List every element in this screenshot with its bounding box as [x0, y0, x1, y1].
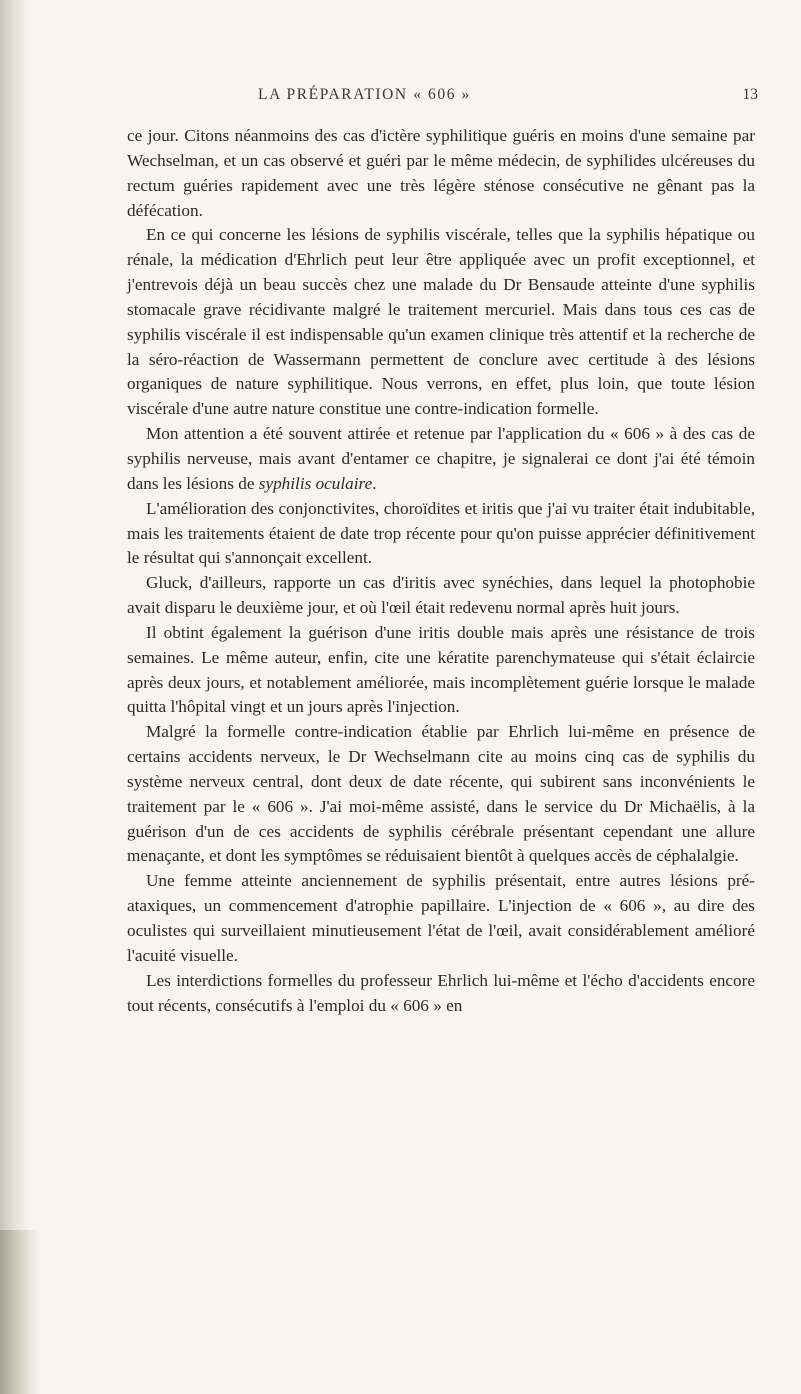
- page-edge-shadow: [0, 1230, 40, 1394]
- italic-term: syphilis oculaire: [258, 473, 373, 493]
- paragraph-tail: .: [372, 473, 377, 493]
- paragraph: Gluck, d'ailleurs, rapporte un cas d'iritis avec synéchies, dans lequel la photophobie avait disparu le deuxième jour, et où l'œil était redevenu normal après huit jours.: [127, 573, 755, 618]
- paragraph: Les interdictions formelles du professeur Ehrlich lui-même et l'écho d'accidents encore tout récents, consécutifs à l'emploi du « 606 » en: [127, 970, 755, 1015]
- paragraph: L'amélioration des conjonctivites, choroïdites et iritis que j'ai vu traiter était indubitable, mais les traitements étaient de date trop récente pour qu'on puisse apprécier définitivement le résultat qui s'annonçait excellent.: [127, 498, 755, 568]
- paragraph: Il obtint également la guérison d'une iritis double mais après une résistance de trois semaines. Le même auteur, enfin, cite une kératite parenchymateuse qui s'était éclaircie après deux jours, et notablement améliorée, mais incomplètement guérie lorsque le malade quitta l'hôpital vingt et un jours après l'injection.: [127, 622, 755, 717]
- paragraph: Malgré la formelle contre-indication établie par Ehrlich lui-même en présence de certains accidents nerveux, le Dr Wechselmann cite au moins cinq cas de syphilis du système nerveux central, dont deux de date récente, qui subirent sans inconvénients le traitement par le « 606 ». J'ai moi-même assisté, dans le service du Dr Michaëlis, à la guérison d'un de ces accidents de syphilis cérébrale présentant cependant une allure menaçante, et dont les symptômes se réduisaient bientôt à quelques accès de céphalalgie.: [127, 722, 755, 866]
- running-title: LA PRÉPARATION « 606 »: [258, 86, 471, 103]
- page-header: [118, 86, 758, 114]
- body-text: [127, 124, 755, 1018]
- paragraph-text: Mon attention a été souvent attirée et retenue par l'application du « 606 » à des cas de syphilis nerveuse, mais avant d'entamer ce chapitre, je signalerai ce dont j'ai été témoin dans les lésions de: [127, 424, 755, 493]
- paragraph: ce jour. Citons néanmoins des cas d'ictère syphilitique guéris en moins d'une semaine par Wechselman, et un cas observé et guéri par le même médecin, de syphilides ulcéreuses du rectum guéries rapidement avec une très légère sténose consécutive ne gênant pas la défécation.: [127, 126, 755, 220]
- page-number: 13: [742, 86, 758, 103]
- paragraph: [127, 422, 755, 497]
- paragraph: En ce qui concerne les lésions de syphilis viscérale, telles que la syphilis hépatique ou rénale, la médication d'Ehrlich peut leur être appliquée avec un profit exceptionnel, et j'entrevois déjà un beau succès chez une malade du Dr Bensaude atteinte d'une syphilis stomacale grave récidivante malgré le traitement mercuriel. Mais dans tous ces cas de syphilis viscérale il est indispensable qu'un examen clinique très attentif et la recherche de la séro-réaction de Wassermann permettent de conclure avec certitude à des lésions organiques de nature syphilitique. Nous verrons, en effet, plus loin, que toute lésion viscérale d'une autre nature constitue une contre-indication formelle.: [127, 225, 755, 419]
- page-gutter-shadow: [0, 0, 30, 1394]
- paragraph: Une femme atteinte anciennement de syphilis présentait, entre autres lésions pré-ataxiques, un commencement d'atrophie papillaire. L'injection de « 606 », au dire des oculistes qui surveillaient minutieusement l'état de l'œil, avait considérablement amélioré l'acuité visuelle.: [127, 871, 755, 965]
